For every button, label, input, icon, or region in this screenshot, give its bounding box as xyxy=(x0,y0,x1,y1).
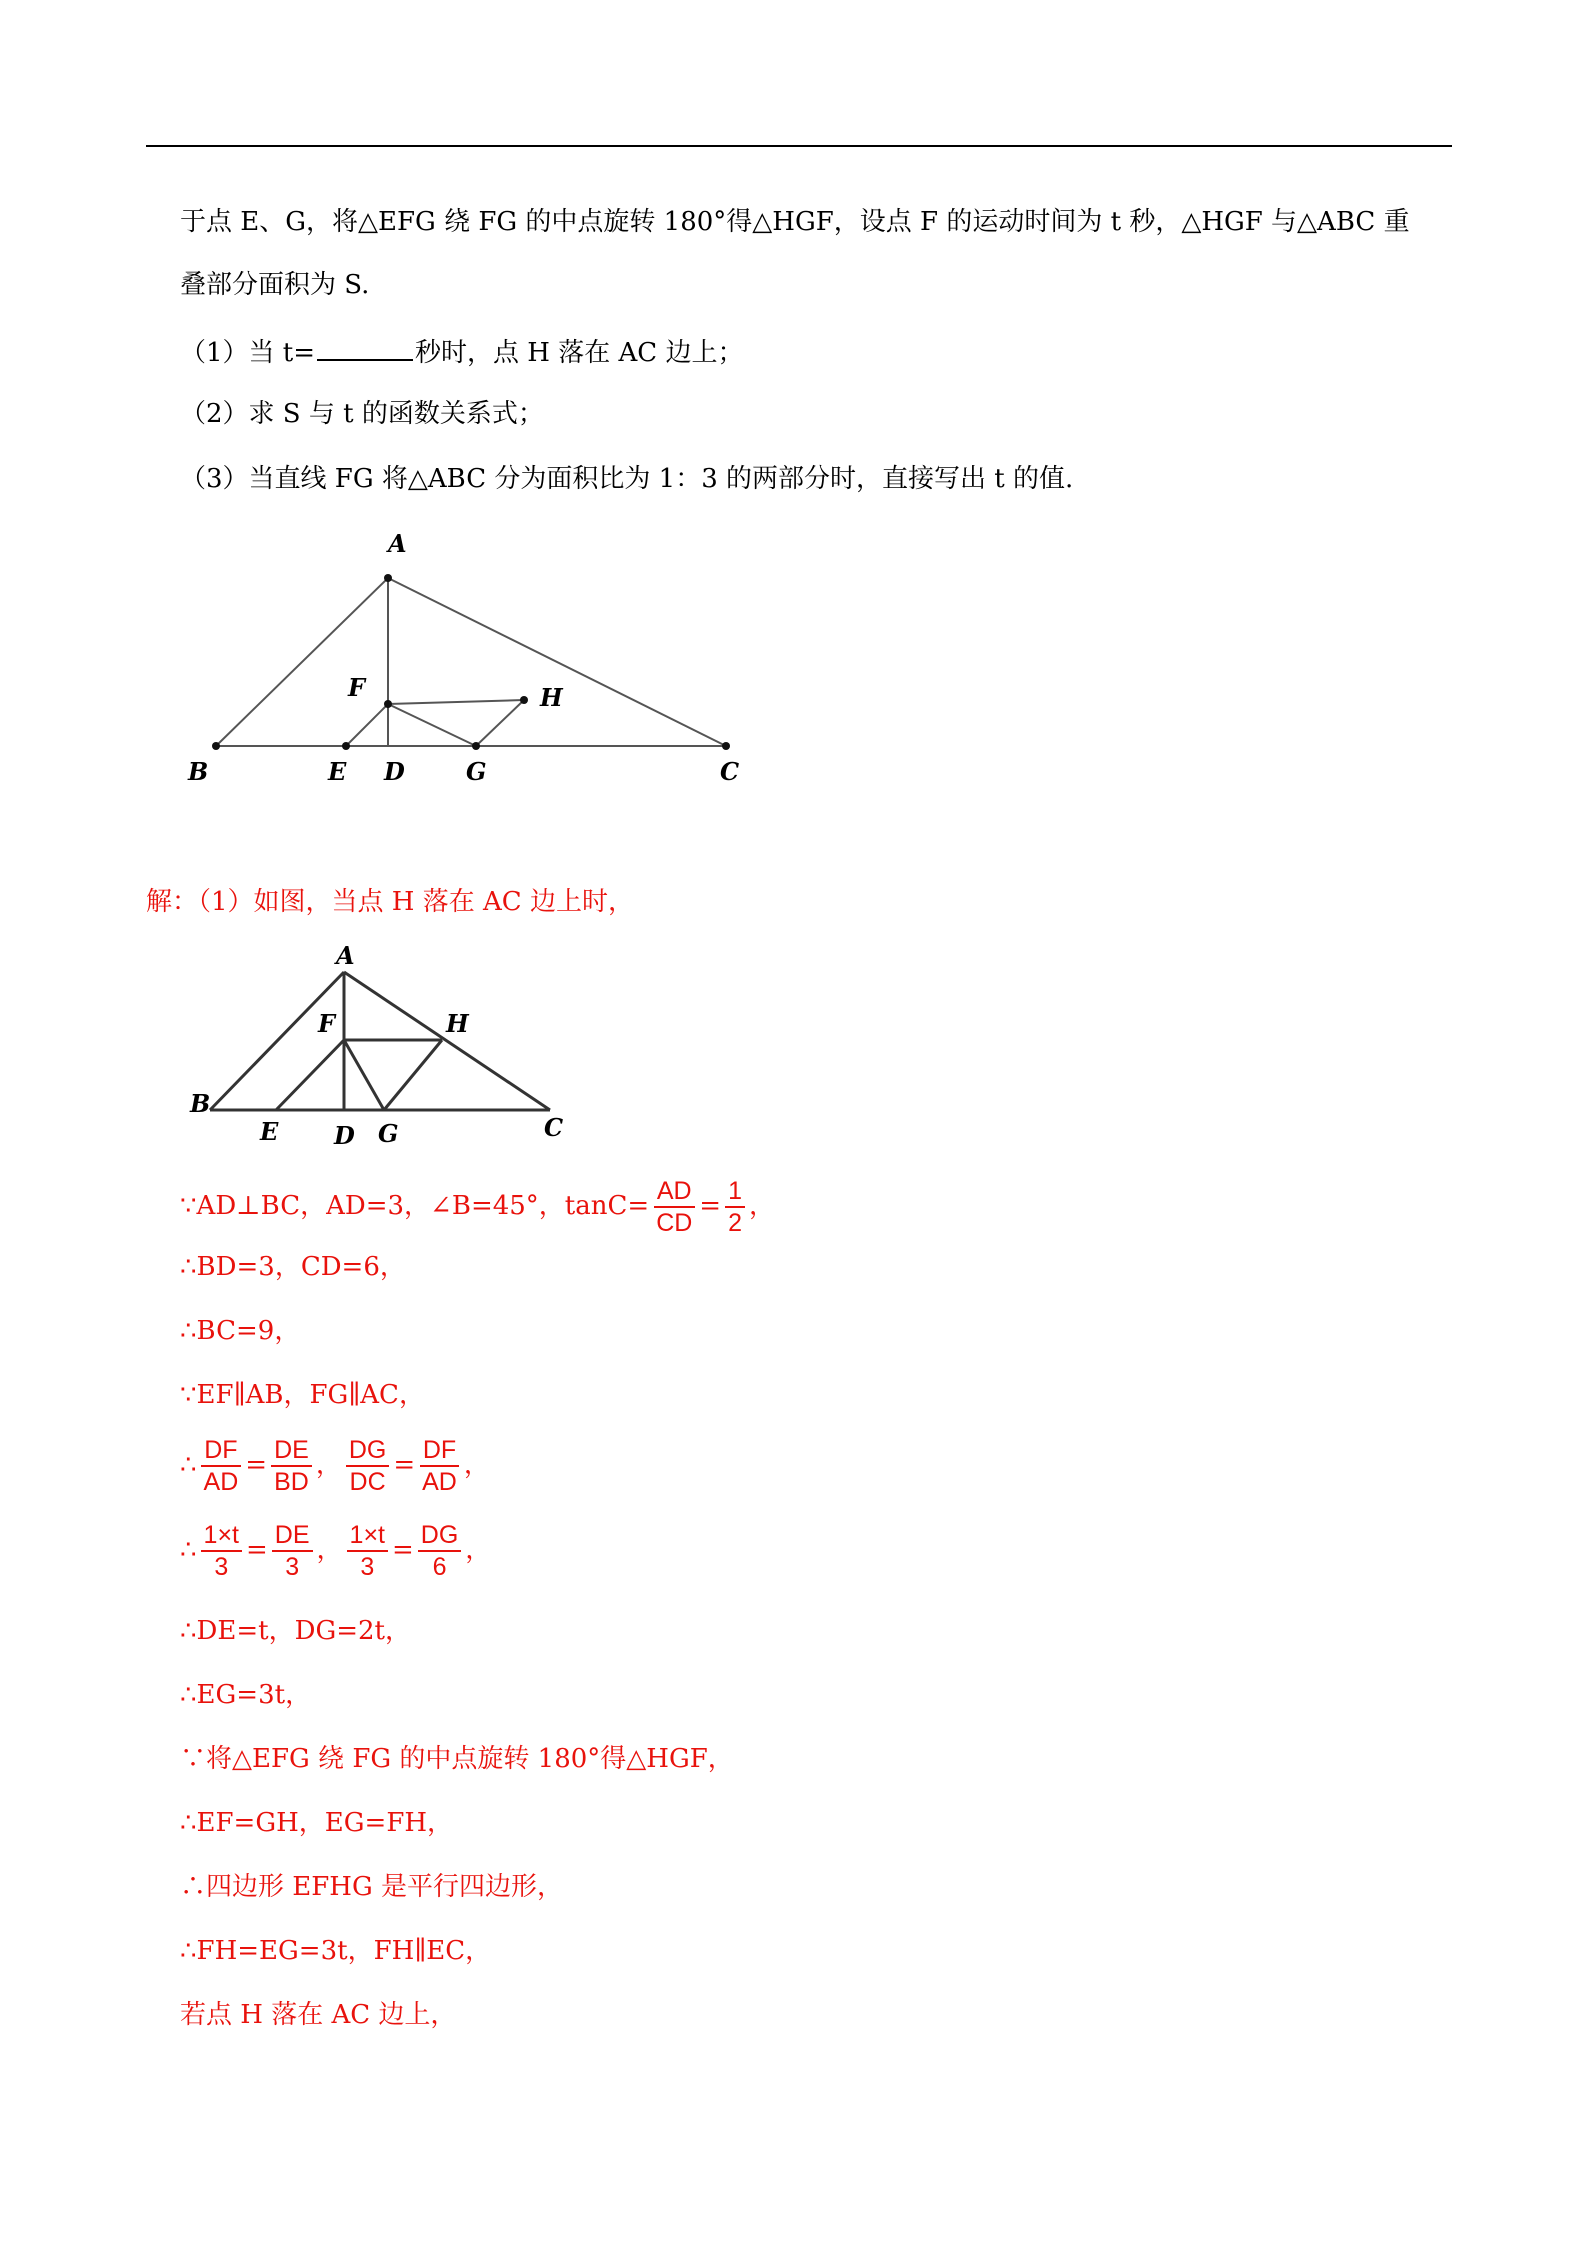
therefore-sign: ∴ xyxy=(180,1535,197,1565)
fraction-numerator: 1×t xyxy=(201,1520,242,1552)
fraction-de-over-3 xyxy=(272,1520,313,1582)
step-12: ∴FH=EG=3t，FH∥EC， xyxy=(180,1936,492,1966)
fraction-ad-over-cd xyxy=(653,1176,695,1238)
label-g-2: G xyxy=(378,1119,399,1148)
therefore-sign: ∴ xyxy=(180,1450,197,1480)
step-2: ∴BD=3，CD=6， xyxy=(180,1252,406,1282)
label-a-2: A xyxy=(336,941,355,970)
solution-diagram xyxy=(0,0,620,1160)
separator: ， xyxy=(316,1535,343,1565)
fraction-t-over-3-2 xyxy=(347,1520,388,1582)
question-1-lead: （1）当 t= xyxy=(180,338,316,368)
label-e: E xyxy=(328,757,347,786)
fraction-numerator: 1 xyxy=(725,1176,745,1208)
equals-sign: = xyxy=(246,1535,268,1565)
label-h: H xyxy=(540,683,563,712)
equals-sign: = xyxy=(393,1450,416,1480)
punctuation: ， xyxy=(749,1191,776,1221)
segment-fg-2 xyxy=(344,1040,384,1110)
fraction-numerator: DF xyxy=(420,1435,459,1467)
fraction-denominator: CD xyxy=(656,1209,693,1237)
fraction-dg-over-6 xyxy=(418,1520,462,1582)
separator: ， xyxy=(315,1450,342,1480)
step-3: ∴BC=9， xyxy=(180,1316,301,1346)
fraction-numerator: AD xyxy=(654,1176,695,1208)
fraction-denominator: AD xyxy=(422,1468,457,1496)
fraction-numerator: DE xyxy=(271,1435,312,1467)
step-1-text: ∵AD⊥BC，AD=3，∠B=45°，tanC= xyxy=(180,1191,650,1221)
step-13: 若点 H 落在 AC 边上， xyxy=(180,2000,457,2030)
fraction-denominator: DC xyxy=(349,1468,386,1496)
fraction-one-half xyxy=(725,1176,745,1238)
label-g: G xyxy=(466,757,487,786)
question-3: （3）当直线 FG 将△ABC 分为面积比为 1：3 的两部分时，直接写出 t 的值. xyxy=(180,464,1074,494)
step-5 xyxy=(180,1435,490,1497)
label-d: D xyxy=(384,757,405,786)
fraction-numerator: DG xyxy=(418,1520,462,1552)
fraction-denominator: AD xyxy=(203,1468,239,1496)
equals-sign: = xyxy=(245,1450,268,1480)
segment-ef-2 xyxy=(276,1040,344,1110)
fraction-numerator: DE xyxy=(272,1520,313,1552)
segment-hg-2 xyxy=(384,1040,442,1110)
problem-line-1: 于点 E、G，将△EFG 绕 FG 的中点旋转 180°得△HGF，设点 F 的运动时间为 t 秒，△HGF 与△ABC 重 xyxy=(180,207,1410,237)
label-f-2: F xyxy=(318,1009,336,1038)
step-10: ∴EF=GH，EG=FH， xyxy=(180,1808,454,1838)
segment-ab-2 xyxy=(210,972,344,1110)
fraction-df-over-ad xyxy=(201,1435,242,1497)
equals-sign: = xyxy=(699,1191,722,1221)
fraction-numerator: 1×t xyxy=(347,1520,388,1552)
label-c-2: C xyxy=(544,1113,564,1142)
fraction-denominator: 3 xyxy=(214,1553,229,1581)
point-c xyxy=(722,742,730,750)
step-11: ∴四边形 EFHG 是平行四边形， xyxy=(180,1872,563,1902)
fraction-numerator: DF xyxy=(201,1435,240,1467)
fraction-df-over-ad-2 xyxy=(419,1435,460,1497)
punctuation: ， xyxy=(465,1535,492,1565)
question-1-tail: 秒时，点 H 落在 AC 边上； xyxy=(415,338,744,368)
label-h-2: H xyxy=(446,1009,469,1038)
problem-line-2: 叠部分面积为 S. xyxy=(180,270,370,300)
question-2: （2）求 S 与 t 的函数关系式； xyxy=(180,399,544,429)
fraction-denominator: 3 xyxy=(360,1553,375,1581)
equals-sign: = xyxy=(392,1535,414,1565)
fraction-numerator: DG xyxy=(346,1435,390,1467)
label-f: F xyxy=(348,673,366,702)
step-7: ∴DE=t，DG=2t， xyxy=(180,1616,411,1646)
label-c: C xyxy=(720,757,740,786)
fraction-t-over-3 xyxy=(201,1520,242,1582)
label-e-2: E xyxy=(260,1117,279,1146)
step-8: ∴EG=3t， xyxy=(180,1680,312,1710)
step-9: ∵将△EFG 绕 FG 的中点旋转 180°得△HGF， xyxy=(180,1744,734,1774)
fraction-denominator: 2 xyxy=(728,1209,742,1237)
fraction-dg-over-dc xyxy=(346,1435,390,1497)
solution-intro: 解：（1）如图，当点 H 落在 AC 边上时， xyxy=(146,887,634,917)
step-4: ∵EF∥AB，FG∥AC， xyxy=(180,1380,425,1410)
fraction-denominator: 6 xyxy=(432,1553,447,1581)
step-6 xyxy=(180,1520,491,1582)
fraction-de-over-bd xyxy=(271,1435,312,1497)
step-1 xyxy=(180,1176,775,1238)
punctuation: ， xyxy=(463,1450,490,1480)
label-d-2: D xyxy=(334,1121,355,1150)
label-a: A xyxy=(388,529,407,558)
label-b-2: B xyxy=(190,1089,211,1118)
fraction-denominator: 3 xyxy=(285,1553,300,1581)
fraction-denominator: BD xyxy=(274,1468,309,1496)
label-b: B xyxy=(188,757,209,786)
